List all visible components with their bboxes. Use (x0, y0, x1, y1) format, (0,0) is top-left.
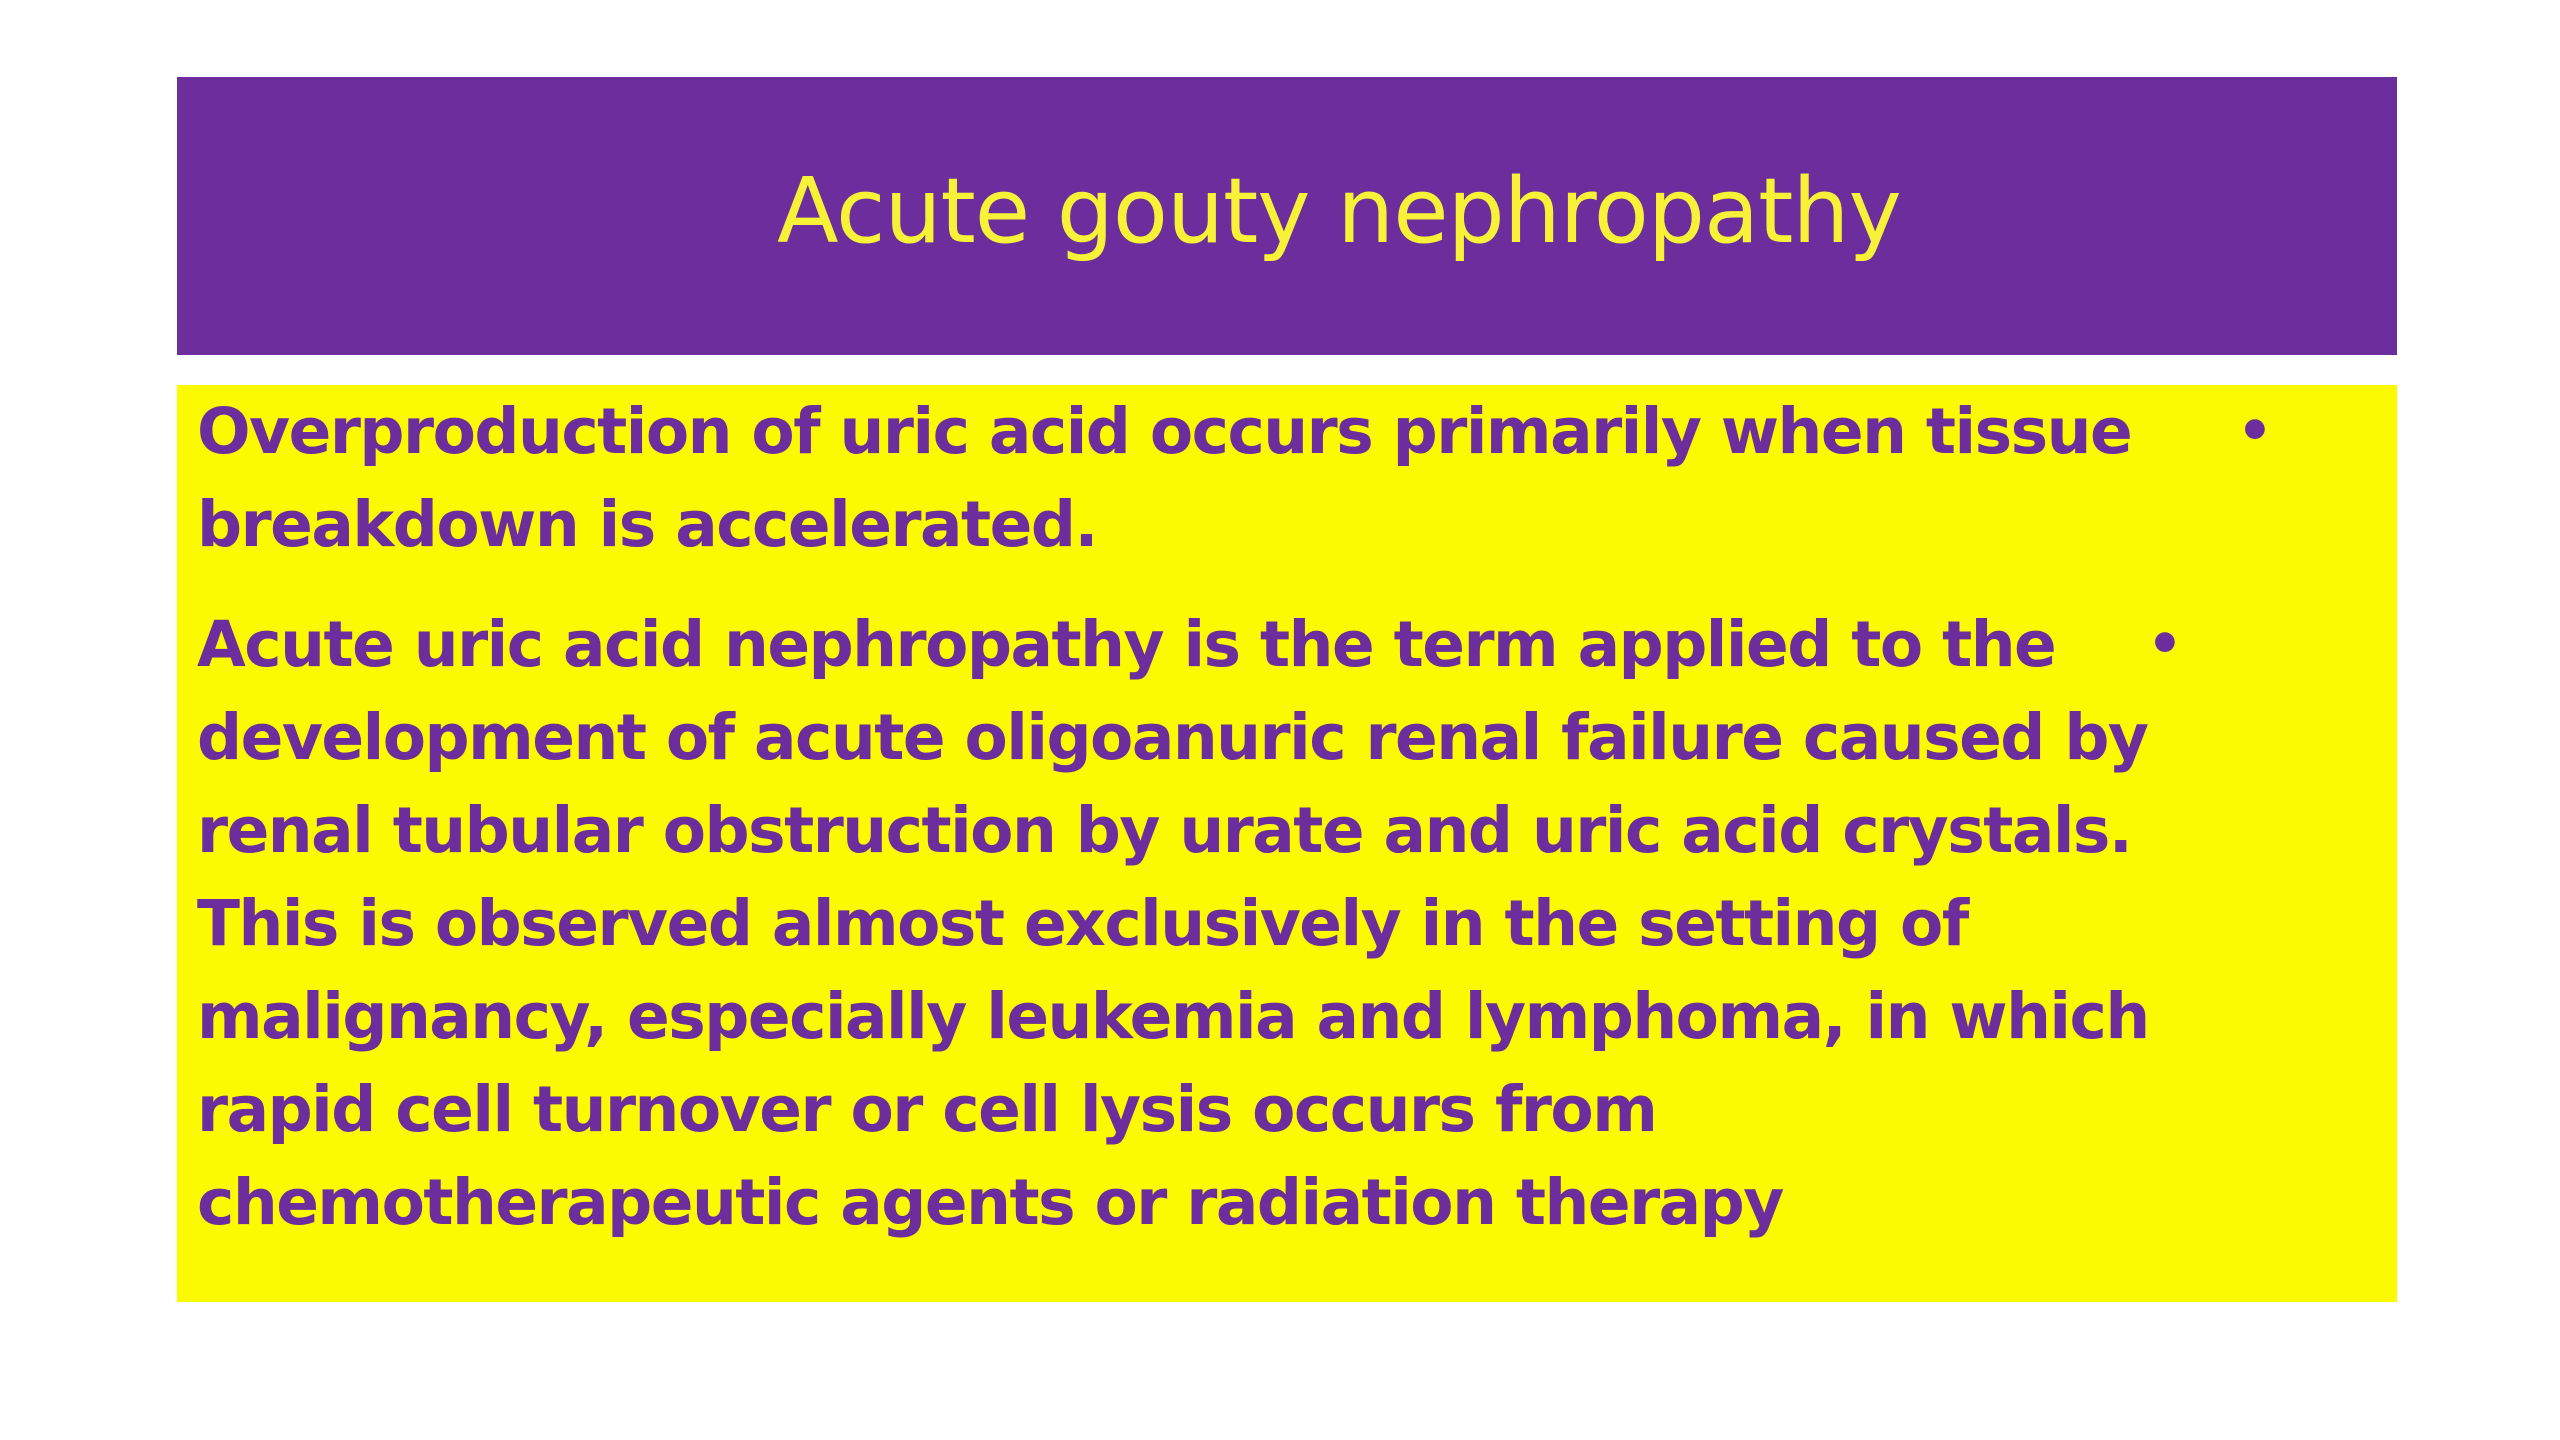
bullet-line: breakdown is accelerated. (197, 488, 1097, 561)
bullet-line: malignancy, especially leukemia and lymphoma, in which (197, 980, 2149, 1053)
bullet-line: rapid cell turnover or cell lysis occurs from (197, 1073, 1657, 1146)
bullet-line: renal tubular obstruction by urate and uric acid crystals. (197, 794, 2132, 867)
title-bar (177, 77, 2397, 355)
bullet-line: Overproduction of uric acid occurs primarily when tissue (197, 395, 2132, 468)
bullet-marker: • (2147, 612, 2183, 677)
content-box (177, 385, 2397, 1302)
bullet-line: chemotherapeutic agents or radiation therapy (197, 1166, 1783, 1239)
bullet-line: Acute uric acid nephropathy is the term applied to the (197, 608, 2056, 681)
bullet-item (197, 385, 2297, 571)
bullet-marker: • (2237, 399, 2273, 464)
slide-title: Acute gouty nephropathy (777, 159, 1901, 264)
bullet-line: development of acute oligoanuric renal failure caused by (197, 701, 2148, 774)
bullet-line: This is observed almost exclusively in the setting of (197, 887, 1968, 960)
bullet-item (197, 598, 2347, 1249)
